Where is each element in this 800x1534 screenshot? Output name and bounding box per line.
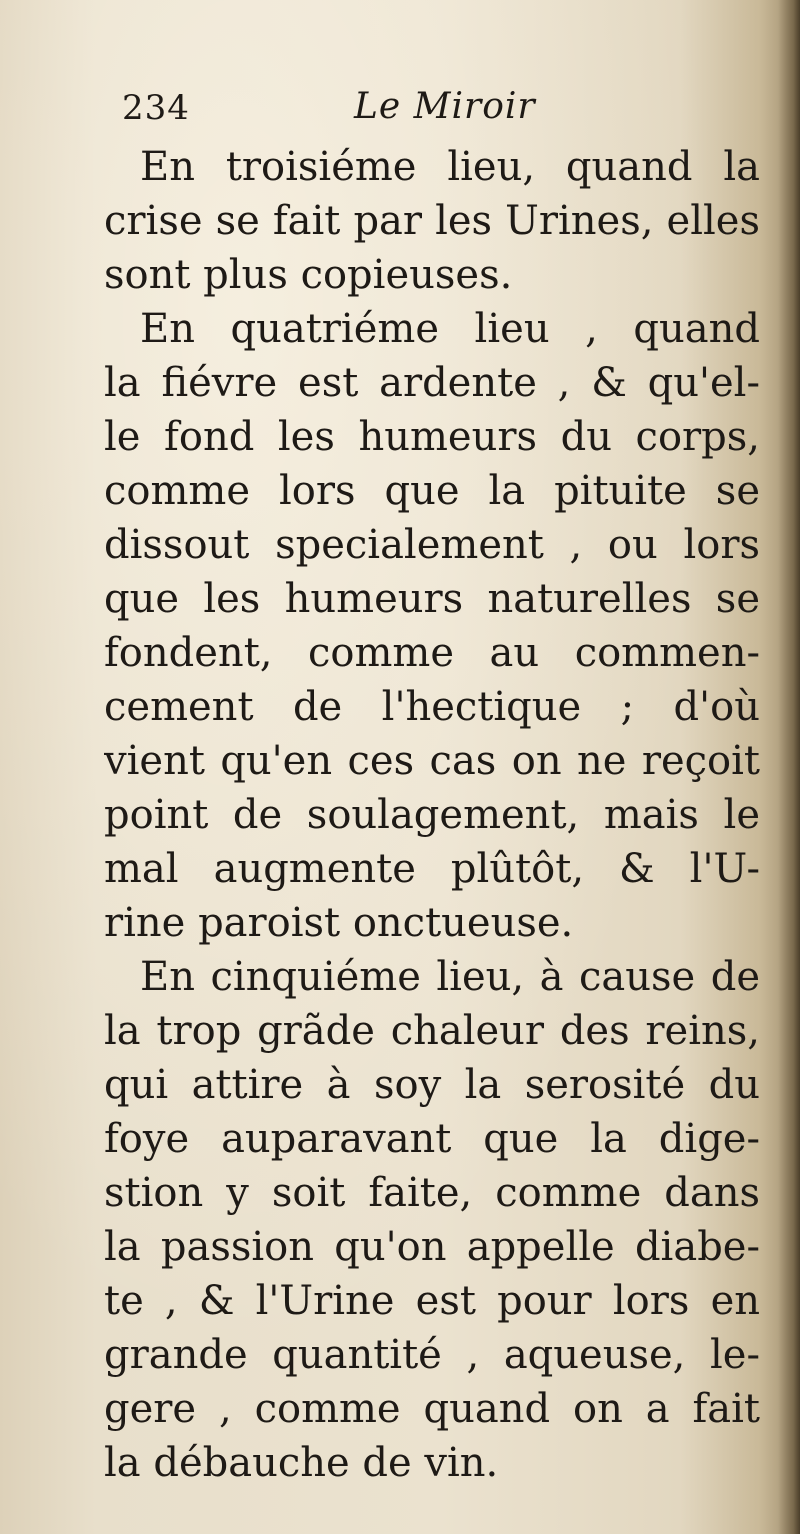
- text-line: dissout specialement , ou lors: [104, 522, 760, 568]
- text-line: grande quantité , aqueuse, le-: [104, 1332, 760, 1378]
- text-line: la débauche de vin.: [104, 1440, 499, 1486]
- text-line: le fond les humeurs du corps,: [104, 414, 760, 460]
- text-line: cement de l'hectique ; d'où: [104, 684, 760, 730]
- text-line: rine paroist onctueuse.: [104, 900, 574, 946]
- text-line: la trop grãde chaleur des reins,: [104, 1008, 760, 1054]
- text-line: crise se fait par les Urines, elles: [104, 198, 760, 244]
- page-number: 234: [122, 88, 190, 128]
- page-header: [122, 82, 682, 142]
- text-line: gere , comme quand on a fait: [104, 1386, 760, 1432]
- text-line: En cinquiéme lieu, à cause de: [140, 954, 760, 1000]
- text-line: la passion qu'on appelle diabe-: [104, 1224, 760, 1270]
- text-line: mal augmente plûtôt, & l'U-: [104, 846, 760, 892]
- text-line: sont plus copieuses.: [104, 252, 513, 298]
- text-line: la fiévre est ardente , & qu'el-: [104, 360, 760, 406]
- text-line: point de soulagement, mais le: [104, 792, 760, 838]
- text-line: En quatriéme lieu , quand: [140, 306, 760, 352]
- running-head: Le Miroir: [354, 86, 536, 127]
- text-line: foye auparavant que la dige-: [104, 1116, 760, 1162]
- text-line: stion y soit faite, comme dans: [104, 1170, 760, 1216]
- page-gutter-shadow: [778, 0, 800, 1534]
- text-line: te , & l'Urine est pour lors en: [104, 1278, 760, 1324]
- text-line: fondent, comme au commen-: [104, 630, 760, 676]
- text-line: comme lors que la pituite se: [104, 468, 760, 514]
- text-line: En troisiéme lieu, quand la: [140, 144, 760, 190]
- text-line: qui attire à soy la serosité du: [104, 1062, 760, 1108]
- text-line: vient qu'en ces cas on ne reçoit: [104, 738, 760, 784]
- body-text: [104, 140, 760, 1490]
- text-line: que les humeurs naturelles se: [104, 576, 760, 622]
